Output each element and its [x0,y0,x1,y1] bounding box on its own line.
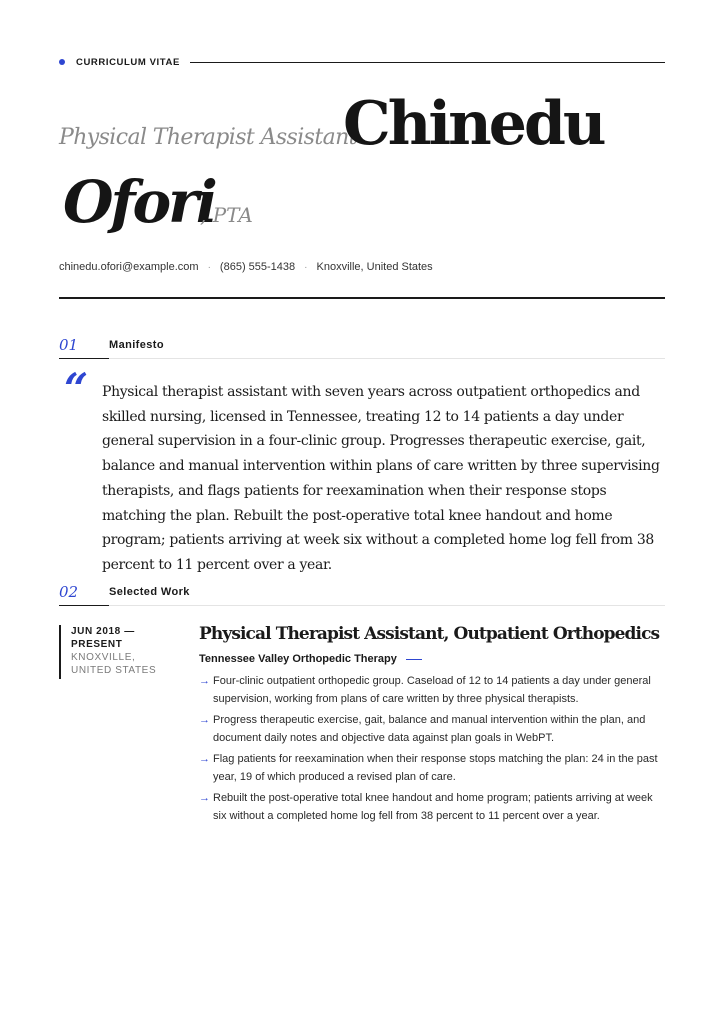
job-date-start: JUN 2018 — [71,626,135,637]
job-role: Physical Therapist Assistant [59,125,357,150]
email-link[interactable]: chinedu.ofori@example.com [59,261,199,273]
section-divider [109,358,665,359]
last-name: Ofori [63,168,215,236]
arrow-right-icon: → [199,714,210,726]
section-underline [59,358,109,359]
manifesto-text: Physical therapist assistant with seven years across outpatient orthopedics and skilled nursing, licensed in Tennessee, treating 12 to 14 patients a day under general supervision in a four-clinic group. Progresses therapeutic exercise, gait, balance and manual intervention within plans of care written by three supervising therapists, and flags patients for reexamination when their response stops matching the plan. Rebuilt the post-operative total knee handout and home program; patients arriving at week six without a completed home log fell from 38 percent to 11 percent over a year. [102,384,660,573]
list-item: → Flag patients for reexamination when their response stops matching the plan: 24 in the past year, 19 of which produced a revised plan of care. [199,750,665,786]
document-label: CURRICULUM VITAE [76,56,180,68]
job-date-end: PRESENT [71,639,123,650]
job-title: Physical Therapist Assistant, Outpatient Orthopedics [199,624,660,644]
accent-dot-icon [59,59,65,65]
job-location-city: KNOXVILLE, [71,652,136,663]
location: Knoxville, United States [316,261,433,273]
job-bullets [199,672,665,828]
separator: · [304,261,308,273]
section-number: 01 [59,336,79,354]
cv-header-bar [59,56,665,68]
separator: · [207,261,211,273]
contact-line [59,261,433,273]
section-manifesto-header [59,336,665,360]
arrow-right-icon: → [199,792,210,804]
arrow-right-icon: → [199,753,210,765]
credential: , PTA [200,203,253,227]
section-underline [59,605,109,606]
list-item: → Rebuilt the post-operative total knee handout and home program; patients arriving at week six without a completed home log fell from 38 percent to 11 percent over a year. [199,789,665,825]
quote-icon: “ [64,364,89,413]
section-title: Manifesto [109,339,164,351]
list-item: → Progress therapeutic exercise, gait, balance and manual intervention within the plan, and document daily notes and objective data against plan goals in WebPT. [199,711,665,747]
section-work-header [59,583,665,607]
job-location-country: UNITED STATES [71,665,157,676]
arrow-right-icon: → [199,675,210,687]
job-organization [199,653,422,665]
header-rule [59,297,665,299]
organization-name: Tennessee Valley Orthopedic Therapy [199,653,397,665]
list-item: → Four-clinic outpatient orthopedic group. Caseload of 12 to 14 patients a day under general supervision, working from plans of care written by three physical therapists. [199,672,665,708]
header-divider [190,62,665,63]
section-title: Selected Work [109,586,190,598]
organization-accent-line [406,659,422,660]
first-name: Chinedu [343,89,604,159]
job-meta [59,625,195,679]
phone-number: (865) 555-1438 [219,261,296,273]
section-number: 02 [59,583,79,601]
section-divider [109,605,665,606]
